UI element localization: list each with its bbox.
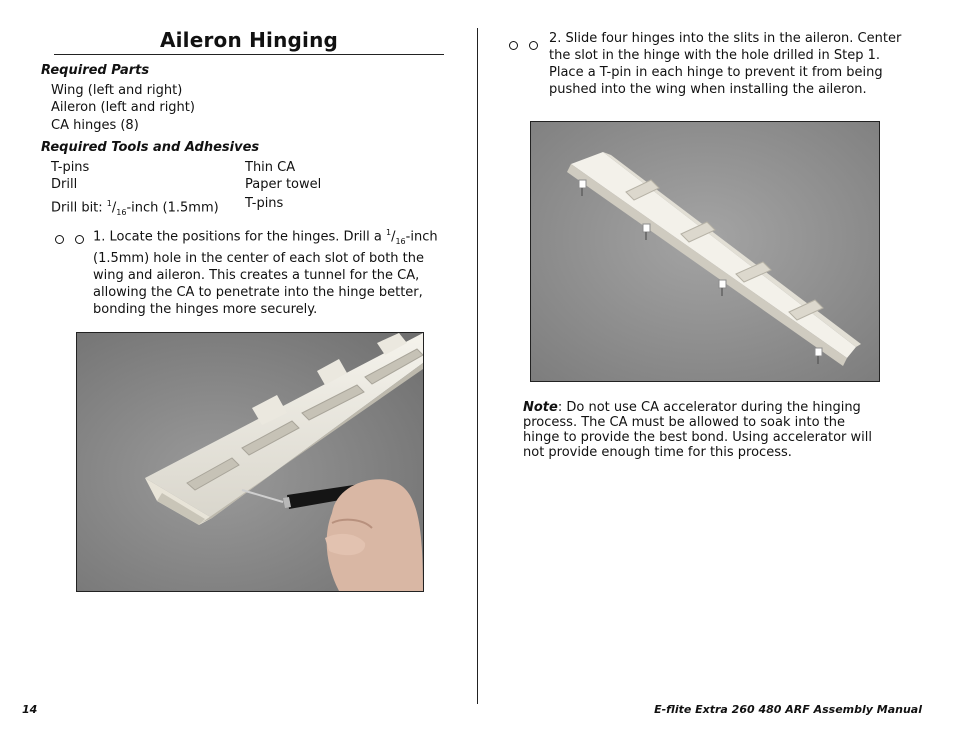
- photo-hinges-installed: [530, 121, 880, 382]
- part-item: CA hinges (8): [51, 118, 139, 133]
- fraction-numerator: 1: [106, 199, 112, 208]
- adhesive-item: Thin CA: [245, 160, 296, 175]
- aileron-hinges-illustration: [531, 122, 879, 381]
- fraction-denominator: 16: [395, 236, 406, 246]
- tool-item: T-pins: [51, 160, 90, 175]
- note-text: : Do not use CA accelerator during the hinging process. The CA must be allowed to soak into the hinge to provide the best bond. Using accelerator will not provide enough time for this process.: [523, 400, 872, 460]
- tool-item-drill-bit: Drill bit: $^1/_{16}$-inch (1.5mm): [51, 199, 219, 217]
- part-item: Aileron (left and right): [51, 100, 195, 115]
- step1-text: 1. Locate the positions for the hinges. Drill a $^1/_{16}$-inch (1.5mm) hole in the center of each slot of both the wing and aileron. This creates a tunnel for the CA, allowing the CA to penetrate into the hinge better, bonding the hinges more securely.: [93, 228, 438, 317]
- step1-checkbox-b[interactable]: [75, 235, 84, 244]
- fraction-numerator: 1: [385, 228, 392, 237]
- step2-checkboxes: [509, 35, 538, 54]
- step2-checkbox-a[interactable]: [509, 41, 518, 50]
- column-divider: [477, 28, 478, 704]
- footer-manual-title: E-flite Extra 260 480 ARF Assembly Manual: [654, 703, 922, 716]
- photo-drilling-hinge-slots: [76, 332, 424, 592]
- page-title: Aileron Hinging: [159, 28, 339, 52]
- step2-checkbox-b[interactable]: [529, 41, 538, 50]
- page-number: 14: [22, 703, 38, 716]
- step2-text: 2. Slide four hinges into the slits in the aileron. Center the slot in the hinge with the hole drilled in Step 1. Place a T-pin in each hinge to prevent it from being pushed into the wing when installing the aileron.: [549, 31, 902, 97]
- required-tools-heading: Required Tools and Adhesives: [41, 140, 260, 155]
- title-underline: [54, 54, 444, 55]
- step1-checkbox-a[interactable]: [55, 235, 64, 244]
- required-parts-heading: Required Parts: [41, 63, 150, 78]
- step1-line1-prefix: 1. Locate the positions for the hinges. Drill a: [93, 229, 386, 245]
- part-item: Wing (left and right): [51, 83, 183, 98]
- step1-line1-suffix: -inch: [405, 229, 438, 245]
- fraction-denominator: 16: [116, 207, 127, 217]
- step1-rest: (1.5mm) hole in the center of each slot of both the wing and aileron. This creates a tunnel for the CA, allowing the CA to penetrate into the hinge better, bonding the hinges more securely.: [93, 250, 425, 317]
- tool-item: Drill: [51, 177, 78, 192]
- adhesive-item: Paper towel: [245, 177, 322, 192]
- note-paragraph: [523, 400, 883, 460]
- step1-checkboxes: [55, 229, 84, 248]
- drilling-illustration: [77, 333, 423, 591]
- drill-bit-suffix: -inch (1.5mm): [126, 200, 219, 216]
- adhesive-item: T-pins: [245, 196, 284, 211]
- drill-bit-prefix: Drill bit:: [51, 200, 107, 216]
- note-label: Note: [523, 400, 558, 415]
